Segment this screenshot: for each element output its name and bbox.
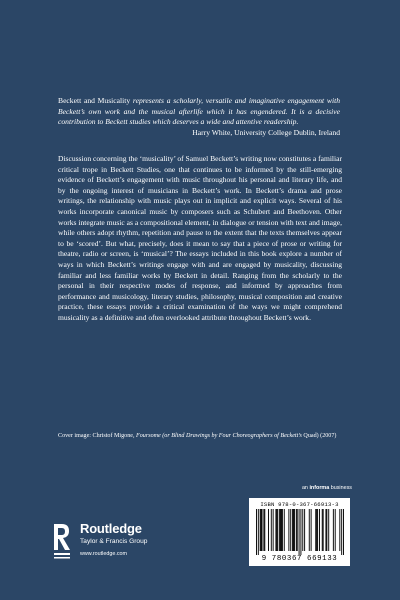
cover-credit-title: Foursome (or Blind Drawings by Four Choreographers of Beckett’s — [136, 433, 302, 439]
publisher-logo — [52, 520, 212, 566]
endorsement-attribution: Harry White, University College Dublin, Ireland — [192, 128, 340, 137]
barcode-bar — [271, 509, 272, 551]
barcode-bar — [260, 509, 261, 551]
book-description: Discussion concerning the ‘musicality’ of Samuel Beckett’s writing now constitutes a familiar critical trope in Beckett Studies, one that continues to be informed by the still-emerging evidence of Beckett’s engagement with music throughout his personal and literary life, and by the ongoing interest of musicians in Beckett’s work. In Beckett’s drama and prose writings, the relationship with music plays out in implicit and explicit ways. Several of his works incorporate canonical music by composers such as Schubert and Beethoven. Other works integrate music as a compositional element, in dialogue or tension with text and image, while others adopt rhythm, repetition and pause to the extent that the texts themselves appear to be ‘scored’. But what, precisely, does it mean to say that a piece of prose or writing for theatre, radio or screen, is ‘musical’? The essays included in this book explore a number of ways in which Beckett’s writings engage with and are engaged by musicality, discussing familiar and less familiar works by Beckett in detail. Ranging from the scholarly to the personal in their respective modes of response, and informed by approaches from performance and musicology, literary studies, philosophy, musical composition and creative practice, these essays provide a critical examination of the ways we might comprehend musicality as a definitive and often overlooked attribute throughout Beckett’s work. — [58, 154, 342, 322]
barcode-bar — [300, 509, 301, 555]
barcode-bar — [335, 509, 336, 551]
cover-credit-suffix: Quad) (2007) — [301, 433, 337, 439]
barcode-bar — [326, 509, 327, 551]
informa-business-tag — [262, 485, 352, 492]
barcode-bar — [261, 509, 262, 551]
barcode-bar — [325, 509, 326, 551]
barcode-bars — [256, 509, 344, 555]
barcode-bar — [277, 509, 278, 551]
barcode-bar — [268, 509, 269, 551]
informa-prefix: an — [301, 485, 310, 491]
barcode-bar — [279, 509, 280, 551]
barcode-bar — [275, 509, 276, 551]
barcode-bar — [263, 509, 264, 551]
barcode-bar — [282, 509, 283, 551]
endorsement-quote — [58, 96, 340, 128]
informa-suffix: business — [329, 485, 352, 491]
barcode-bar — [292, 509, 293, 551]
barcode-bar — [284, 509, 285, 551]
barcode-bar — [304, 509, 305, 551]
publisher-url: www.routledge.com — [80, 551, 128, 557]
barcode-bar — [315, 509, 316, 551]
barcode-bar — [256, 509, 257, 555]
barcode-bar — [341, 509, 342, 555]
barcode-bar — [323, 509, 324, 551]
barcode-bar — [281, 509, 282, 551]
barcode-bar — [276, 509, 277, 551]
barcode-bar — [311, 509, 312, 551]
informa-brand: informa — [309, 485, 330, 491]
barcode-bar — [328, 509, 329, 551]
barcode-bar — [319, 509, 320, 551]
barcode-bar — [258, 509, 259, 555]
barcode-bar — [290, 509, 291, 551]
barcode-bar — [273, 509, 274, 551]
publisher-name: Routledge — [80, 521, 142, 536]
routledge-mark-icon — [52, 520, 74, 562]
barcode-bar — [299, 509, 300, 555]
cover-image-credit — [58, 432, 342, 440]
barcode-bar — [317, 509, 318, 551]
barcode-bar — [339, 509, 340, 551]
barcode-bar — [296, 509, 297, 551]
barcode-bar — [316, 509, 317, 551]
barcode-bar — [294, 509, 295, 551]
barcode-bar — [302, 509, 303, 551]
cover-credit-prefix: Cover image: Christof Migone, — [58, 433, 137, 439]
publisher-group: Taylor & Francis Group — [80, 538, 148, 545]
barcode-bar — [264, 509, 265, 551]
barcode-bar — [322, 509, 323, 551]
isbn-number: ISBN 978-0-367-66913-3 — [260, 501, 339, 508]
barcode-bar — [280, 509, 281, 551]
barcode-bar — [333, 509, 334, 551]
barcode-bar — [343, 509, 344, 555]
isbn-barcode — [249, 498, 350, 566]
barcode-bar — [288, 509, 289, 551]
barcode-bar — [297, 509, 298, 551]
barcode-digits: 9 780367 669133 — [261, 555, 338, 563]
endorsement-text: represents a scholarly, versatile and imaginative engagement with Beckett’s own work and the musical afterlife which it has engendered. It is a decisive contribution to Beckett studies which deserves a wide and attentive readership. — [58, 96, 340, 127]
endorsement-book-title: Beckett and Musicality — [58, 96, 131, 105]
barcode-bar — [293, 509, 294, 551]
barcode-bar — [309, 509, 310, 551]
barcode-bar — [262, 509, 263, 551]
